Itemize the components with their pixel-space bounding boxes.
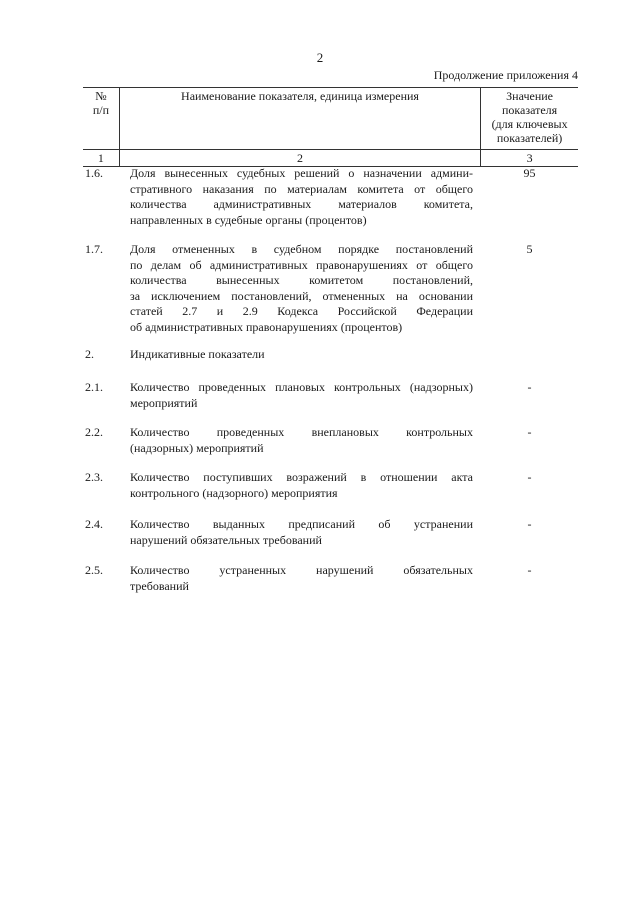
indicator-name-line: Количество выданных предписаний об устранении — [130, 517, 473, 531]
continuation-note: Продолжение приложения 4 — [433, 68, 578, 82]
indicator-name-line: стративного наказания по материалам комитета от общего — [130, 181, 473, 196]
page-number: 2 — [316, 50, 324, 65]
indicator-name-line: требований — [130, 578, 189, 593]
indicator-name-line: мероприятий — [130, 395, 198, 410]
row-number: 2.1. — [85, 380, 103, 394]
row-value: - — [527, 425, 532, 439]
row-value: - — [527, 517, 532, 531]
row-number: 2.3. — [85, 470, 103, 484]
indicator-name-line: Количество проведенных плановых контрольных (надзорных) — [130, 380, 473, 394]
indicator-name-line: количества вынесенных комитетом постановлений, — [130, 273, 473, 287]
row-indicator-name — [130, 425, 473, 456]
row-indicator-name — [130, 380, 473, 411]
indicator-name-line: Индикативные показатели — [130, 347, 265, 361]
indicator-table-header — [83, 87, 578, 167]
header-value-line: показателей) — [496, 131, 563, 145]
row-number: 1.7. — [85, 242, 103, 256]
row-number: 2.4. — [85, 517, 103, 531]
header-row — [83, 88, 578, 150]
row-value: - — [527, 380, 532, 394]
indicator-name-line: об административных правонарушениях (процентов) — [130, 319, 403, 334]
row-indicator-name — [130, 563, 473, 594]
column-number: 3 — [481, 150, 578, 167]
indicator-name-line: Доля отмененных в судебном порядке постановлений — [130, 242, 473, 256]
row-value: - — [527, 470, 532, 484]
header-value-line: (для ключевых — [491, 117, 568, 131]
header-value — [481, 88, 578, 150]
header-number-line: п/п — [92, 103, 110, 117]
column-number: 1 — [83, 150, 119, 167]
row-number: 2.2. — [85, 425, 103, 439]
column-number: 2 — [119, 150, 480, 167]
header-number-line: № — [95, 89, 107, 103]
indicator-name-line: Количество устраненных нарушений обязательных — [130, 563, 473, 577]
row-indicator-name — [130, 470, 473, 501]
indicator-name-line: нарушений обязательных требований — [130, 532, 322, 547]
indicator-name-line: за исключением постановлений, отмененных на основании — [130, 288, 473, 303]
indicator-name-line: (надзорных) мероприятий — [130, 440, 264, 455]
indicator-name-line: Количество проведенных внеплановых контрольных — [130, 425, 473, 439]
header-number — [83, 88, 119, 150]
row-number: 2. — [85, 347, 94, 361]
row-indicator-name — [130, 242, 473, 335]
indicator-name-line: направленных в судебные органы (процентов) — [130, 212, 367, 227]
indicator-name-line: Доля вынесенных судебных решений о назначении админи- — [130, 166, 473, 180]
row-number: 1.6. — [85, 166, 103, 180]
row-value: - — [527, 563, 532, 577]
column-number-row — [83, 150, 578, 167]
indicator-name-line: по делам об административных правонарушениях от общего — [130, 257, 473, 272]
indicator-name-line: количества административных материалов комитета, — [130, 197, 473, 211]
row-value: 5 — [526, 242, 533, 256]
row-indicator-name — [130, 347, 473, 363]
header-value-line: Значение — [506, 89, 553, 103]
indicator-name-line: статей 2.7 и 2.9 Кодекса Российской Федерации — [130, 304, 473, 318]
row-indicator-name — [130, 166, 473, 228]
row-number: 2.5. — [85, 563, 103, 577]
indicator-name-line: Количество поступивших возражений в отношении акта — [130, 470, 473, 484]
header-name: Наименование показателя, единица измерения — [119, 88, 480, 150]
header-value-line: показателя — [501, 103, 558, 117]
row-value: 95 — [523, 166, 536, 180]
indicator-name-line: контрольного (надзорного) мероприятия — [130, 485, 338, 500]
row-indicator-name — [130, 517, 473, 548]
